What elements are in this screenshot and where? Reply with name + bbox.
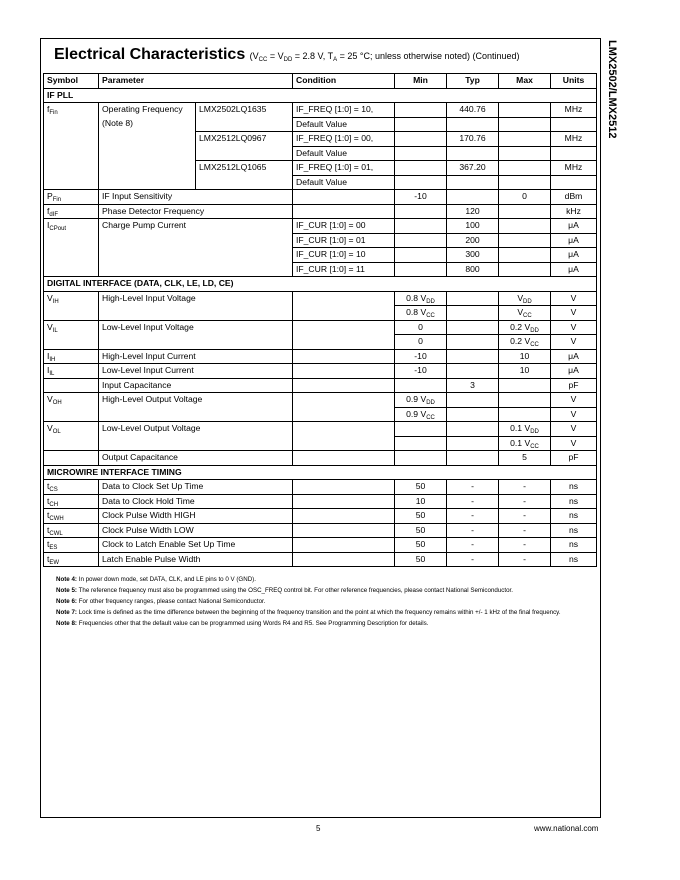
note-8: Note 8: Frequencies other that the default value can be programmed using Words R4 and R5. See Programming Description for details. xyxy=(56,620,429,627)
table-row: $V_{IH}$ High-Level Input Voltage 0.8 $V_{DD}$ $V_{DD}$ V xyxy=(44,291,597,306)
table-row: $I_{IH}$ High-Level Input Current -10 10 μA xyxy=(44,349,597,364)
col-symbol: Symbol xyxy=(44,74,99,89)
table-row: 0.1 $V_{CC}$ V xyxy=(44,436,597,451)
table-row: Default Value xyxy=(44,175,597,190)
table-row: IF_CUR [1:0] = 01 200 μA xyxy=(44,233,597,248)
table-row: $t_{CWL}$ Clock Pulse Width LOW 50 - - ns xyxy=(44,523,597,538)
table-row: $V_{OH}$ High-Level Output Voltage 0.9 $V_{DD}$ V xyxy=(44,393,597,408)
table-row: LMX2512LQ1065 IF_FREQ [1:0] = 01, 367.20 MHz xyxy=(44,161,597,176)
page-number: 5 xyxy=(316,824,321,833)
section-row-microwire: MICROWIRE INTERFACE TIMING xyxy=(44,465,597,480)
col-parameter: Parameter xyxy=(99,74,293,89)
table-row: IF_CUR [1:0] = 11 800 μA xyxy=(44,262,597,277)
note-6: Note 6: For other frequency ranges, please contact National Semiconductor. xyxy=(56,598,266,605)
table-row: Default Value xyxy=(44,146,597,161)
table-row: $V_{OL}$ Low-Level Output Voltage 0.1 $V_{DD}$ V xyxy=(44,422,597,437)
table-row: IF_CUR [1:0] = 10 300 μA xyxy=(44,248,597,263)
table-row: $t_{CH}$ Data to Clock Hold Time 10 - - ns xyxy=(44,494,597,509)
table-row: $t_{CS}$ Data to Clock Set Up Time 50 - - ns xyxy=(44,480,597,495)
table-header-row xyxy=(44,74,597,89)
symbol-cell: $f_{Fin}$ xyxy=(44,103,99,190)
col-max: Max xyxy=(499,74,551,89)
table-row: $V_{IL}$ Low-Level Input Voltage 0 0.2 $V_{DD}$ V xyxy=(44,320,597,335)
note-7: Note 7: Lock time is defined as the time difference between the beginning of the frequency transition and the point at which the frequency remains within +/- 1 kHz of the final frequency. xyxy=(56,609,561,616)
note-4: Note 4: In power down mode, set DATA, CLK, and LE pins to 0 V (GND). xyxy=(56,576,256,583)
section-row-digital: DIGITAL INTERFACE (DATA, CLK, LE, LD, CE) xyxy=(44,277,597,292)
table-row: $f_{Fin}$ Operating Frequency (Note 8) LMX2502LQ1635 IF_FREQ [1:0] = 10, 440.76 MHz xyxy=(44,103,597,118)
table-row: LMX2512LQ0967 IF_FREQ [1:0] = 00, 170.76 MHz xyxy=(44,132,597,147)
col-typ: Typ xyxy=(447,74,499,89)
heading-title: Electrical Characteristics xyxy=(54,46,246,63)
table-row: 0 0.2 $V_{CC}$ V xyxy=(44,335,597,350)
table-row: $t_{CWH}$ Clock Pulse Width HIGH 50 - - ns xyxy=(44,509,597,524)
col-units: Units xyxy=(551,74,597,89)
section-heading xyxy=(54,46,520,64)
footer-website-link[interactable]: www.national.com xyxy=(534,824,599,833)
table-row: $I_{CPout}$ Charge Pump Current IF_CUR [1:0] = 00 100 μA xyxy=(44,219,597,234)
section-row-if-pll: IF PLL xyxy=(44,88,597,103)
heading-conditions: ($V_{CC} = V_{DD} = 2.8$ V, $T_A = 25$ °C; unless otherwise noted) (Continued) xyxy=(249,51,520,63)
table-row: 0.8 $V_{CC}$ $V_{CC}$ V xyxy=(44,306,597,321)
col-condition: Condition xyxy=(293,74,395,89)
notes xyxy=(56,575,586,630)
table-row: $t_{EW}$ Latch Enable Pulse Width 50 - - ns xyxy=(44,552,597,567)
table-row: $f_{dIF}$ Phase Detector Frequency 120 kHz xyxy=(44,204,597,219)
side-title: LMX2502/LMX2512 xyxy=(606,40,618,139)
table-row: Default Value xyxy=(44,117,597,132)
electrical-characteristics-table xyxy=(43,73,597,567)
table-row: Input Capacitance 3 pF xyxy=(44,378,597,393)
table-row: $P_{Fin}$ IF Input Sensitivity -10 0 dBm xyxy=(44,190,597,205)
table-row: $I_{IL}$ Low-Level Input Current -10 10 μA xyxy=(44,364,597,379)
table-row: 0.9 $V_{CC}$ V xyxy=(44,407,597,422)
col-min: Min xyxy=(395,74,447,89)
note-5: Note 5: The reference frequency must also be programmed using the OSC_FREQ control bit. For other reference frequencies, please contact National Semiconductor. xyxy=(56,587,513,594)
table-row: $t_{ES}$ Clock to Latch Enable Set Up Time 50 - - ns xyxy=(44,538,597,553)
table-row: Output Capacitance 5 pF xyxy=(44,451,597,466)
